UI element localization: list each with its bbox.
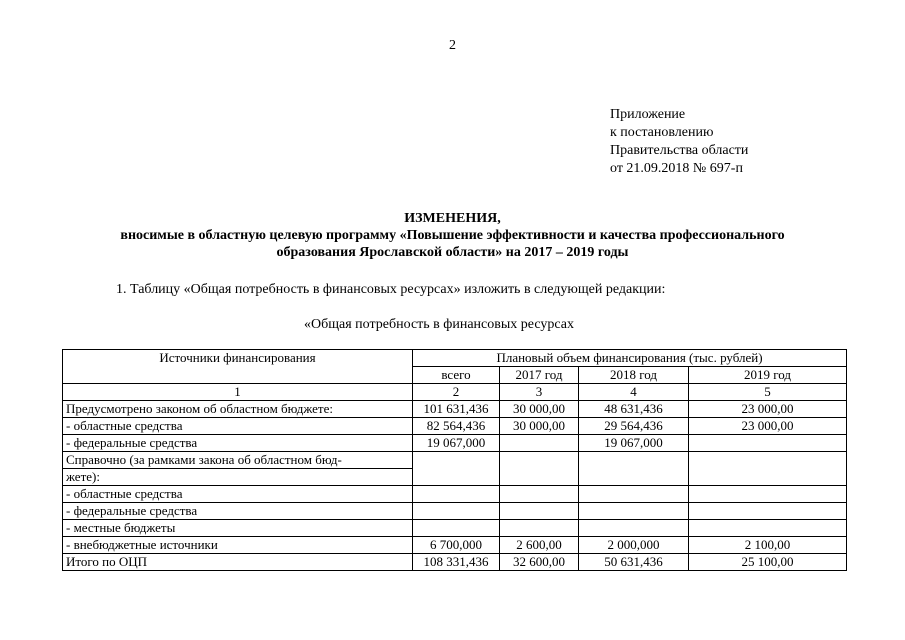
table-row	[63, 554, 847, 571]
column-number: 5	[689, 384, 847, 401]
table-cell	[579, 503, 689, 520]
appendix-line: от 21.09.2018 № 697-п	[610, 161, 743, 176]
subheader-total: всего	[413, 367, 500, 384]
table-cell	[689, 452, 847, 486]
table-title: «Общая потребность в финансовых ресурсах	[304, 317, 574, 332]
table-cell: 101 631,436	[413, 401, 500, 418]
table-cell	[500, 503, 579, 520]
table-cell: 19 067,000	[579, 435, 689, 452]
table-cell	[689, 520, 847, 537]
table-row	[63, 486, 847, 503]
table-row	[63, 537, 847, 554]
table-row	[63, 435, 847, 452]
appendix-line: Правительства области	[610, 143, 749, 158]
table-cell	[689, 503, 847, 520]
header-plan: Плановый объем финансирования (тыс. рублей)	[413, 350, 847, 367]
table-cell: 48 631,436	[579, 401, 689, 418]
title-line: вносимые в областную целевую программу «Повышение эффективности и качества профессионального	[120, 228, 785, 243]
table-cell	[500, 435, 579, 452]
table-cell	[689, 486, 847, 503]
table-cell: 32 600,00	[500, 554, 579, 571]
column-number: 1	[63, 384, 413, 401]
row-label: Итого по ОЦП	[63, 554, 413, 571]
table-row	[63, 503, 847, 520]
subheader-2019: 2019 год	[689, 367, 847, 384]
table-cell: 19 067,000	[413, 435, 500, 452]
table-cell: 30 000,00	[500, 418, 579, 435]
table-cell: 23 000,00	[689, 401, 847, 418]
table-row	[63, 452, 847, 469]
page-number: 2	[449, 38, 456, 53]
column-number-row	[63, 384, 847, 401]
subheader-2018: 2018 год	[579, 367, 689, 384]
row-label: Предусмотрено законом об областном бюджете:	[63, 401, 413, 418]
table-cell: 23 000,00	[689, 418, 847, 435]
row-label: - федеральные средства	[63, 503, 413, 520]
row-label: - областные средства	[63, 418, 413, 435]
table-cell	[413, 452, 500, 486]
table-cell: 50 631,436	[579, 554, 689, 571]
column-number: 3	[500, 384, 579, 401]
title-line: образования Ярославской области» на 2017 – 2019 годы	[276, 245, 629, 260]
table-cell: 82 564,436	[413, 418, 500, 435]
table-cell	[413, 486, 500, 503]
table-row	[63, 401, 847, 418]
table-cell	[413, 520, 500, 537]
table-cell: 2 000,000	[579, 537, 689, 554]
table-header-row	[63, 350, 847, 367]
appendix-line: Приложение	[610, 107, 686, 122]
financing-table	[62, 349, 847, 571]
table-cell	[413, 503, 500, 520]
table-cell	[579, 486, 689, 503]
column-number: 4	[579, 384, 689, 401]
table-cell	[500, 520, 579, 537]
row-label: жете):	[63, 469, 413, 486]
table-row	[63, 418, 847, 435]
instruction-paragraph: 1. Таблицу «Общая потребность в финансовых ресурсах» изложить в следующей редакции:	[116, 282, 666, 297]
table-cell	[500, 452, 579, 486]
row-label: Справочно (за рамками закона об областном бюд-	[63, 452, 413, 469]
table-row	[63, 520, 847, 537]
table-cell: 29 564,436	[579, 418, 689, 435]
header-source: Источники финансирования	[63, 350, 413, 384]
row-label: - внебюджетные источники	[63, 537, 413, 554]
table-cell	[500, 486, 579, 503]
row-label: - местные бюджеты	[63, 520, 413, 537]
document-title	[0, 210, 905, 261]
appendix-block	[610, 106, 748, 178]
title-heading: ИЗМЕНЕНИЯ,	[404, 211, 501, 226]
table-cell	[579, 452, 689, 486]
table-cell: 25 100,00	[689, 554, 847, 571]
table-cell	[689, 435, 847, 452]
table-cell: 2 600,00	[500, 537, 579, 554]
table-cell: 108 331,436	[413, 554, 500, 571]
row-label: - федеральные средства	[63, 435, 413, 452]
row-label: - областные средства	[63, 486, 413, 503]
table-cell: 2 100,00	[689, 537, 847, 554]
appendix-line: к постановлению	[610, 125, 714, 140]
table-cell: 6 700,000	[413, 537, 500, 554]
table-cell: 30 000,00	[500, 401, 579, 418]
column-number: 2	[413, 384, 500, 401]
subheader-2017: 2017 год	[500, 367, 579, 384]
table-cell	[579, 520, 689, 537]
